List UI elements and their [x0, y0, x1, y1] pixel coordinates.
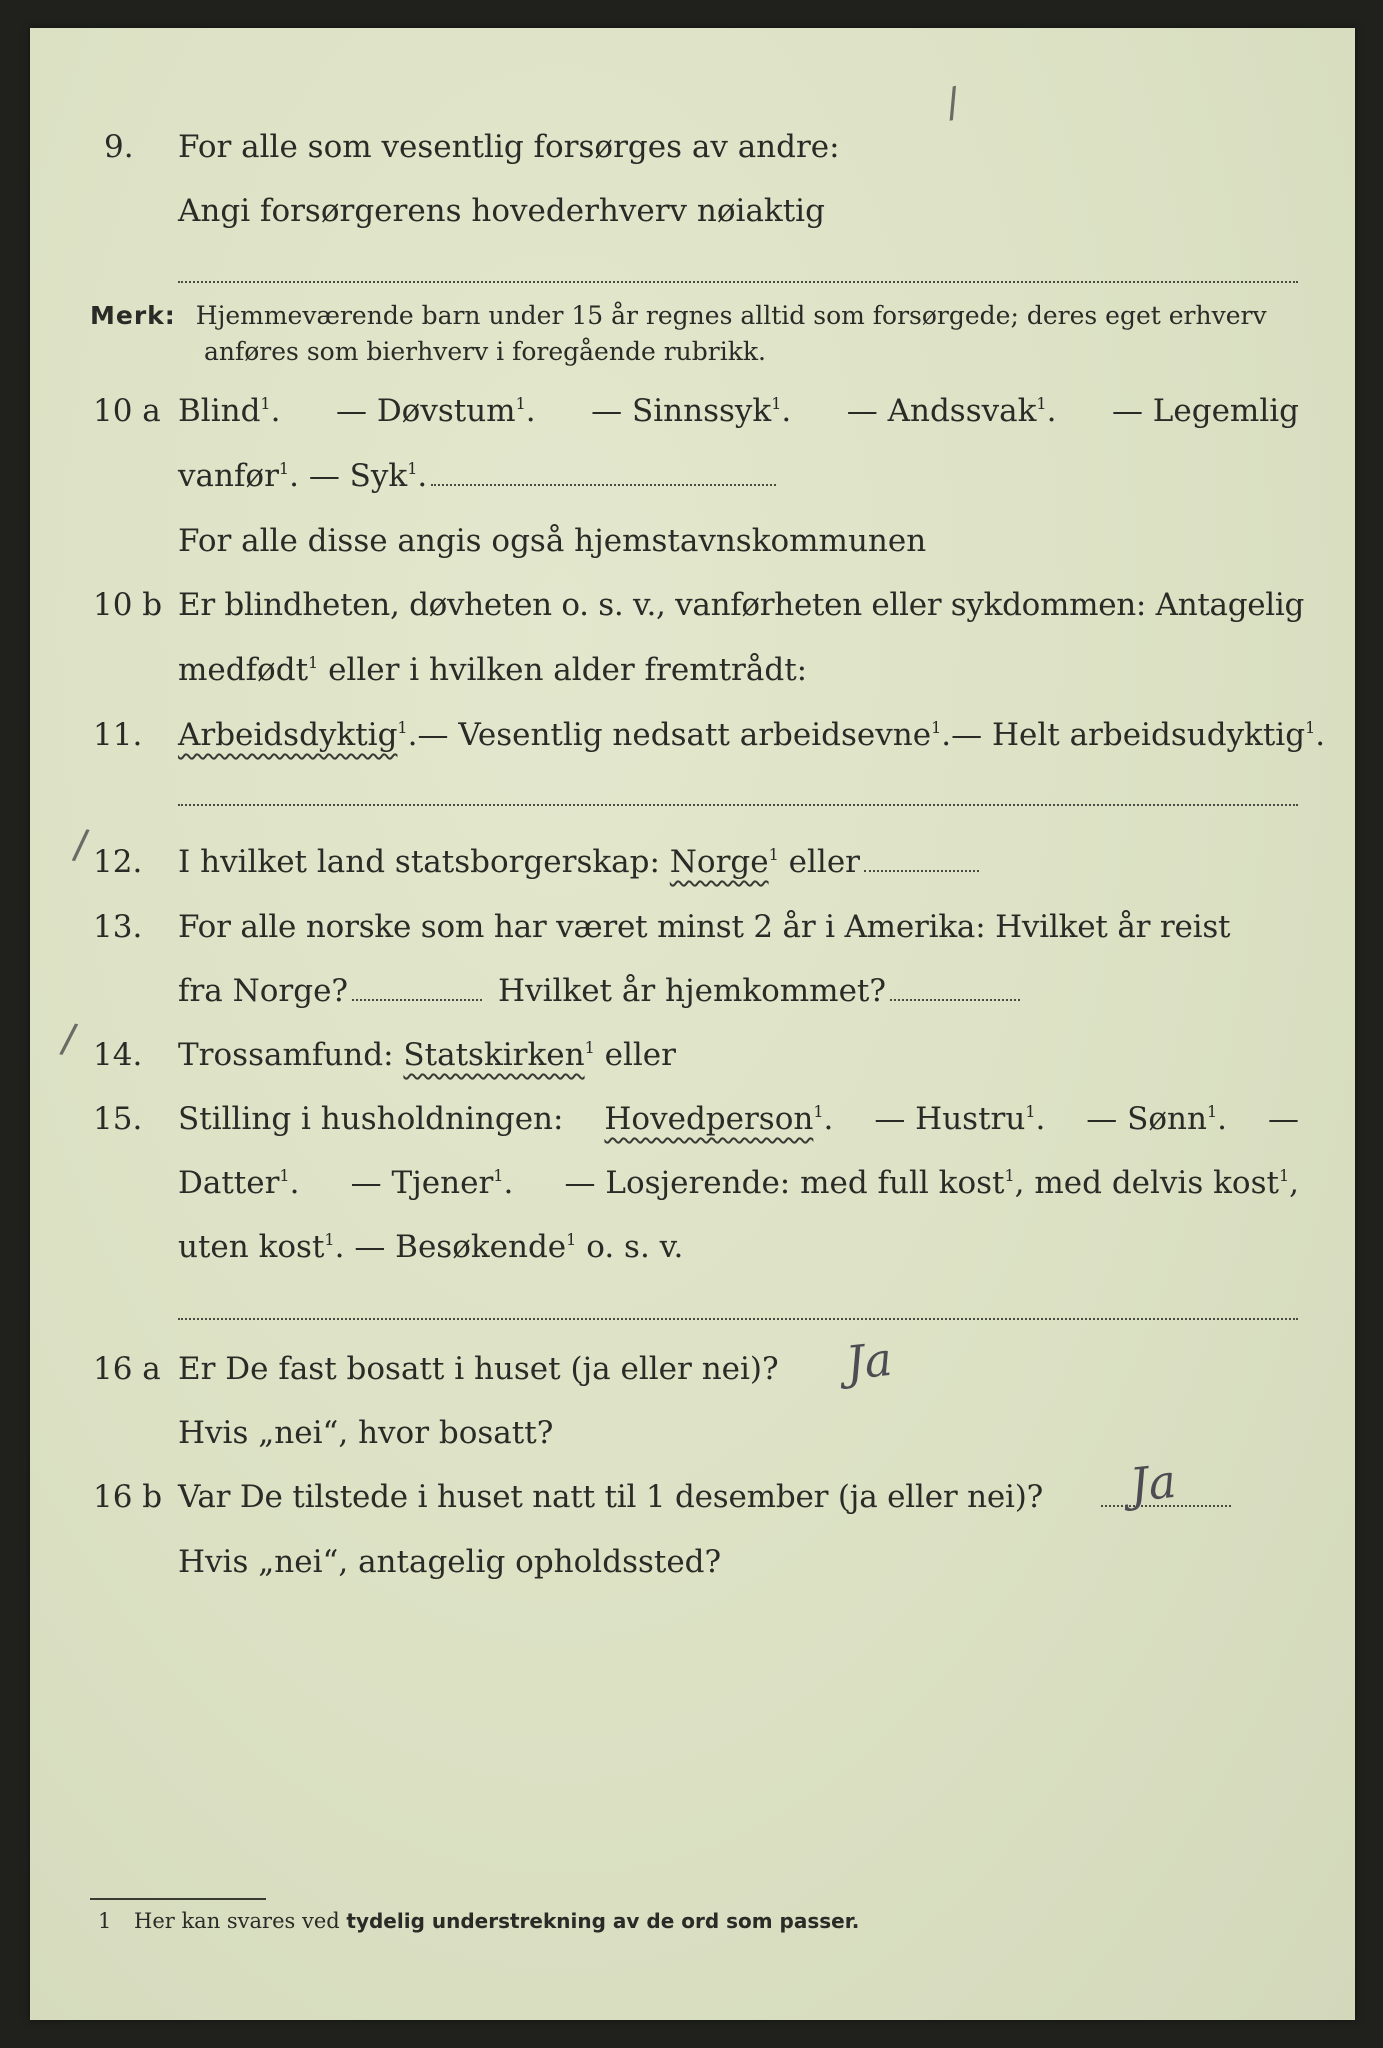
- q15-datter[interactable]: Datter: [178, 1165, 280, 1201]
- q15-delvis-kost[interactable]: , med delvis kost: [1014, 1165, 1279, 1201]
- q16a-number: 16 a: [93, 1351, 161, 1387]
- check-mark-icon: /: [70, 821, 91, 869]
- merk-text-2: anføres som bierhverv i foregående rubrikk.: [204, 337, 766, 366]
- q11-nedsatt[interactable]: — Vesentlig nedsatt arbeidsevne: [417, 717, 932, 753]
- q9-line1: [0, 122, 1383, 172]
- q10a-line3: [0, 516, 1383, 566]
- q9-number: 9.: [104, 129, 134, 165]
- q15-tjener[interactable]: — Tjener: [350, 1165, 494, 1201]
- check-mark-icon: /: [58, 1015, 80, 1063]
- q15-line1: 15. Stilling i husholdningen: Hovedperson$^1$. — Hustru$^1$. — Sønn$^1$. —: [0, 1094, 1383, 1144]
- q9-text: For alle som vesentlig forsørges av andre:: [178, 129, 840, 165]
- q13-line1: [0, 902, 1383, 952]
- q16a-text: Er De fast bosatt i huset (ja eller nei)?: [178, 1351, 779, 1387]
- q15-hovedperson-selected[interactable]: Hovedperson: [604, 1101, 814, 1137]
- q15-uten-kost[interactable]: uten kost: [178, 1229, 325, 1265]
- q13-reist-field[interactable]: [352, 971, 482, 1001]
- q13-line2: [0, 966, 1383, 1016]
- q12-line: 12. I hvilket land statsborgerskap: Norge$^1$ eller: [0, 837, 1383, 887]
- q16b-text: Var De tilstede i huset natt til 1 desember (ja eller nei)?: [178, 1479, 1044, 1515]
- merk-label: Merk:: [90, 301, 176, 330]
- q10a-dovstum[interactable]: — Døvstum: [335, 393, 516, 429]
- q11-arbeidsdyktig-selected[interactable]: Arbeidsdyktig: [178, 717, 398, 753]
- q10a-vanfor[interactable]: vanfør: [178, 458, 279, 494]
- q10b-text: Er blindheten, døvheten o. s. v., vanførheten eller sykdommen: Antagelig: [178, 587, 1305, 623]
- q16a-line1: [0, 1344, 1383, 1394]
- q9-answer-line[interactable]: [178, 281, 1298, 283]
- q9-line2: [0, 186, 1383, 236]
- q10b-alder-text: eller i hvilken alder fremtrådt:: [318, 652, 808, 688]
- q11-answer-line[interactable]: [178, 804, 1298, 806]
- q14-line: 14. Trossamfund: Statskirken$^1$ eller: [0, 1030, 1383, 1080]
- q10a-line1: 10 a Blind$^1$. — Døvstum$^1$. — Sinnssyk$^1$. — Andssvak$^1$. — Legemlig: [0, 386, 1383, 436]
- q10a-andssvak[interactable]: — Andssvak: [846, 393, 1037, 429]
- q16b-handwritten-answer[interactable]: Ja: [1127, 1453, 1179, 1513]
- q10a-legemlig[interactable]: — Legemlig: [1111, 393, 1299, 429]
- q15-dash: —: [1267, 1101, 1299, 1137]
- q10b-medfodt[interactable]: medfødt: [178, 652, 309, 688]
- q15-sonn[interactable]: — Sønn: [1086, 1101, 1207, 1137]
- q12-answer-field[interactable]: [864, 842, 979, 872]
- q10b-line1: [0, 580, 1383, 630]
- q10a-syk[interactable]: — Syk: [308, 458, 408, 494]
- q14-text: Trossamfund:: [178, 1037, 394, 1073]
- q16b-number: 16 b: [93, 1479, 163, 1515]
- footnote-text: Her kan svares ved: [134, 1909, 347, 1933]
- q16a-line2: [0, 1408, 1383, 1458]
- q16b-hvis-nei: Hvis „nei“, antagelig opholdssted?: [178, 1544, 722, 1580]
- q14-statskirken-selected[interactable]: Statskirken: [403, 1037, 585, 1073]
- q10a-sinnssyk[interactable]: — Sinnssyk: [591, 393, 772, 429]
- q13-hjemkommet: Hvilket år hjemkommet?: [498, 973, 887, 1009]
- merk-text-1: Hjemmeværende barn under 15 år regnes alltid som forsørgede; deres eget erhverv: [195, 301, 1267, 330]
- q11-line: 11. Arbeidsdyktig$^1$. — Vesentlig nedsatt arbeidsevne$^1$. — Helt arbeidsudyktig$^1$.: [0, 710, 1383, 760]
- q12-norge-selected[interactable]: Norge: [669, 844, 769, 880]
- q12-eller: eller: [788, 844, 860, 880]
- q13-fra-norge: fra Norge?: [178, 973, 349, 1009]
- q11-number: 11.: [93, 717, 143, 753]
- q10a-number: 10 a: [93, 393, 161, 429]
- check-mark-icon: /: [941, 79, 965, 127]
- q14-number: 14.: [93, 1037, 143, 1073]
- q10a-answer-field[interactable]: [431, 456, 776, 486]
- q12-text: I hvilket land statsborgerskap:: [178, 844, 660, 880]
- q15-losjerende-full-kost[interactable]: — Losjerende: med full kost: [564, 1165, 1005, 1201]
- q15-hustru[interactable]: — Hustru: [874, 1101, 1026, 1137]
- q10a-hjemstavn-text: For alle disse angis også hjemstavnskommunen: [178, 523, 927, 559]
- q10b-line2: medfødt$^1$ eller i hvilken alder fremtrådt:: [178, 652, 808, 688]
- q13-number: 13.: [93, 909, 143, 945]
- q15-osv: o. s. v.: [586, 1229, 684, 1265]
- q15-besokende[interactable]: — Besøkende: [354, 1229, 567, 1265]
- q13-text: For alle norske som har været minst 2 år i Amerika: Hvilket år reist: [178, 909, 1231, 945]
- merk-note: [90, 298, 1300, 366]
- q12-number: 12.: [93, 844, 143, 880]
- q14-eller: eller: [604, 1037, 676, 1073]
- footnote-divider: [90, 1898, 266, 1900]
- q11-udyktig[interactable]: — Helt arbeidsudyktig: [951, 717, 1306, 753]
- q15-line3: uten kost$^1$. — Besøkende$^1$ o. s. v.: [178, 1229, 684, 1265]
- q15-stilling-text: Stilling i husholdningen:: [178, 1101, 564, 1137]
- q16a-handwritten-answer[interactable]: Ja: [843, 1331, 895, 1391]
- q10a-line2: vanfør$^1$. — Syk$^1$.: [0, 451, 1383, 501]
- q15-line2: Datter$^1$. — Tjener$^1$. — Losjerende: med full kost$^1$, med delvis kost$^1$,: [178, 1165, 1299, 1201]
- footnote-text-bold: tydelig understrekning av de ord som passer.: [346, 1909, 860, 1933]
- q16a-hvis-nei: Hvis „nei“, hvor bosatt?: [178, 1415, 554, 1451]
- q15-answer-line[interactable]: [178, 1318, 1298, 1320]
- footnote: [98, 1906, 860, 1936]
- q10a-blind[interactable]: Blind: [178, 393, 261, 429]
- q13-hjemkommet-field[interactable]: [890, 971, 1020, 1001]
- q9-text-2: Angi forsørgerens hovederhverv nøiaktig: [178, 193, 825, 229]
- q16b-line2: [0, 1537, 1383, 1587]
- footnote-mark: 1: [98, 1909, 112, 1933]
- q15-number: 15.: [93, 1101, 143, 1137]
- q10b-number: 10 b: [93, 587, 163, 623]
